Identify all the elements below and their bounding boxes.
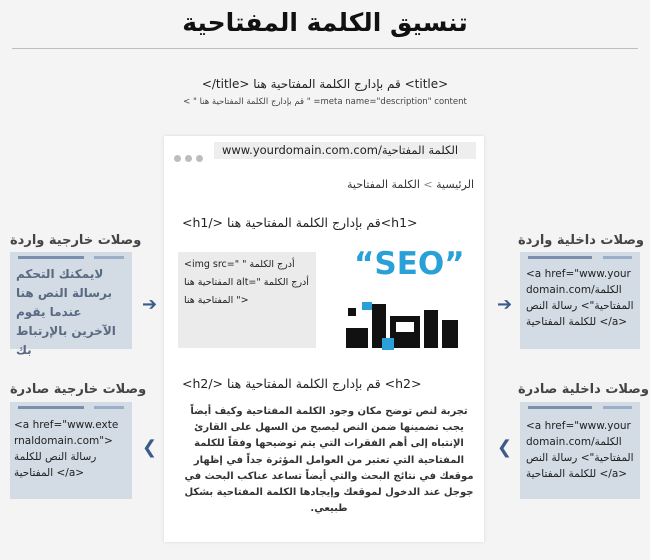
- baqa-logo: [342, 298, 464, 354]
- meta-title-tag: </title> قم بإدارج الكلمة المفتاحية هنا <title>: [201, 77, 449, 91]
- breadcrumb-separator: >: [423, 178, 433, 191]
- label-internal-outgoing: وصلات داخلية صادرة: [518, 382, 649, 397]
- arrow-right-icon: ➔: [142, 294, 158, 315]
- label-external-outgoing: وصلات خارجية صادرة: [10, 382, 147, 397]
- arrow-right-icon: ➔: [497, 294, 513, 315]
- internal-incoming-code: <a href="www.your domain.com/الكلمة المفتاحية"> رسالة النص للكلمة المفتاحية </a>: [526, 268, 634, 328]
- meta-description-tag: < " قم بإدارج الكلمة المفتاحية هنا " =meta name="description" content: [183, 97, 467, 107]
- url-text: www.yourdomain.com.com/الكلمة المفتاحية: [222, 143, 459, 157]
- label-internal-incoming: وصلات داخلية واردة: [518, 233, 644, 248]
- page-title: تنسيق الكلمة المفتاحية: [182, 8, 468, 37]
- breadcrumb-home: الرئيسية: [436, 178, 474, 191]
- external-outgoing-code: <a href="www.exte rnaldomain.com"> رسالة النص للكلمة المفتاحية </a>: [14, 419, 119, 479]
- window-dot-icon: [196, 155, 203, 162]
- window-dots: [174, 147, 207, 166]
- window-dot-icon: [185, 155, 192, 162]
- img-code-text: <img src=" أدرج الكلمة " المفتاحية هنا alt=" أدرج الكلمة المفتاحية هنا ">: [184, 259, 309, 306]
- internal-outgoing-code: <a href="www.your domain.com/الكلمة المفتاحية"> رسالة النص للكلمة المفتاحية </a>: [526, 420, 634, 480]
- arrow-left-icon: ❮: [142, 437, 158, 458]
- title-divider: [12, 48, 638, 49]
- h2-example: <h2/> قم بإدارج الكلمة المفتاحية هنا <h2>: [182, 376, 422, 391]
- window-dot-icon: [174, 155, 181, 162]
- breadcrumb-current: الكلمة المفتاحية: [346, 178, 420, 191]
- seo-text: “SEO”: [354, 246, 465, 282]
- external-incoming-text: لايمكنك التحكم برسالة النص هنا عندما يقوم الآخرين بالإرتباط بك: [16, 267, 116, 357]
- arrow-left-icon: ❮: [497, 437, 513, 458]
- paragraph-example: تجربة لنص توضح مكان وجود الكلمة المفتاحية وكيف أيضاً يجب تضمينها ضمن النص ليصبح من السهل على القارئ الإنتباه إلى أهم الفقرات التي يتم توضيحها وفقاً للكلمة المفتاحية التي تعتبر من العوامل المؤثرة جداً في إظهار موقعك في نتائج البحث والتي أيضاً تساعد عناكب البحث في جوجل عند الدخول لموقعك وإيجادها الكلمة المفتاحية بشكل طبيعي.: [184, 406, 474, 515]
- label-external-incoming: وصلات خارجية واردة: [10, 233, 142, 248]
- breadcrumb: [347, 178, 474, 191]
- h1-example: <h1/> قم بإدارج الكلمة المفتاحية هنا<h1>: [182, 215, 418, 230]
